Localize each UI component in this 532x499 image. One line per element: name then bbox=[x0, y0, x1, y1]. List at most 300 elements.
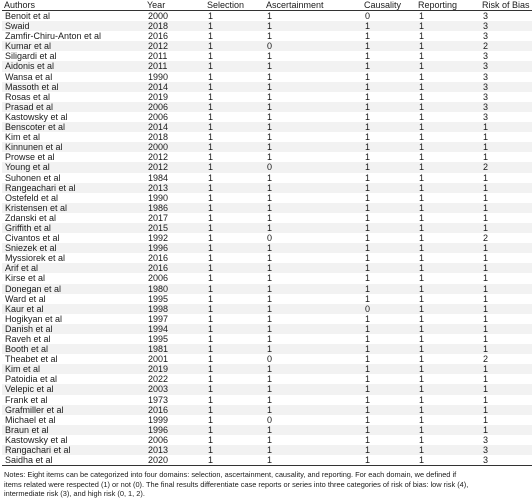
cell-selection: 1 bbox=[208, 21, 214, 32]
cell-selection: 1 bbox=[208, 132, 214, 143]
cell-reporting: 1 bbox=[419, 414, 425, 425]
cell-selection: 1 bbox=[208, 202, 214, 213]
header-reporting: Reporting bbox=[416, 0, 480, 11]
cell-year: 1973 bbox=[148, 394, 169, 405]
cell-year: 2016 bbox=[148, 253, 169, 264]
table-row bbox=[2, 112, 532, 122]
cell-reporting: 1 bbox=[419, 364, 425, 375]
cell-causality: 1 bbox=[365, 222, 371, 233]
table-row bbox=[2, 142, 532, 152]
cell-selection: 1 bbox=[208, 354, 214, 365]
cell-author: Velepic et al bbox=[5, 384, 54, 395]
cell-selection: 1 bbox=[208, 91, 214, 102]
table-body bbox=[2, 11, 532, 466]
cell-ascertainment: 1 bbox=[267, 364, 273, 375]
cell-year: 1981 bbox=[148, 344, 169, 355]
cell-selection: 1 bbox=[208, 71, 214, 82]
cell-causality: 1 bbox=[362, 455, 416, 466]
cell-year: 2014 bbox=[148, 122, 169, 133]
cell-author: Benscoter et al bbox=[5, 122, 66, 133]
cell-selection: 1 bbox=[208, 293, 214, 304]
table-row bbox=[2, 253, 532, 263]
cell-selection: 1 bbox=[208, 31, 214, 42]
cell-ascertainment: 1 bbox=[267, 111, 273, 122]
cell-year: 1990 bbox=[148, 192, 169, 203]
cell-risk-of-bias: 1 bbox=[483, 142, 489, 153]
cell-risk-of-bias: 3 bbox=[483, 91, 489, 102]
cell-ascertainment: 1 bbox=[267, 374, 273, 385]
cell-causality: 1 bbox=[365, 111, 371, 122]
cell-ascertainment: 1 bbox=[267, 81, 273, 92]
cell-causality: 1 bbox=[365, 192, 371, 203]
cell-year: 1995 bbox=[148, 334, 169, 344]
cell-ascertainment: 1 bbox=[267, 101, 273, 112]
cell-risk-of-bias: 1 bbox=[483, 202, 489, 213]
cell-author: Patoidia et al bbox=[5, 374, 58, 385]
table-row bbox=[2, 41, 532, 51]
cell-ascertainment: 1 bbox=[267, 142, 273, 153]
cell-year: 2015 bbox=[148, 222, 169, 233]
table-row bbox=[2, 21, 532, 31]
cell-reporting: 1 bbox=[419, 424, 425, 435]
cell-risk-of-bias: 2 bbox=[483, 162, 489, 173]
cell-author: Kristensen et al bbox=[5, 202, 68, 213]
cell-selection: 1 bbox=[208, 11, 214, 21]
cell-ascertainment: 1 bbox=[267, 303, 273, 314]
cell-causality: 1 bbox=[365, 51, 371, 62]
cell-ascertainment: 1 bbox=[267, 132, 273, 143]
cell-ascertainment: 1 bbox=[267, 61, 273, 72]
cell-ascertainment: 1 bbox=[267, 344, 273, 355]
cell-author: Myssiorek et al bbox=[5, 253, 66, 264]
cell-ascertainment: 1 bbox=[267, 31, 273, 42]
cell-risk-of-bias: 3 bbox=[483, 51, 489, 62]
cell-causality: 1 bbox=[365, 182, 371, 193]
cell-causality: 1 bbox=[365, 81, 371, 92]
cell-causality: 1 bbox=[365, 445, 371, 456]
table-row bbox=[2, 51, 532, 61]
cell-author: Hogikyan et al bbox=[5, 313, 63, 324]
cell-selection: 1 bbox=[208, 364, 214, 375]
cell-author: Zdanski et al bbox=[5, 212, 57, 223]
cell-selection: 1 bbox=[208, 374, 214, 385]
cell-reporting: 1 bbox=[419, 142, 425, 153]
cell-author: Siligardi et al bbox=[5, 51, 57, 62]
cell-year: 2020 bbox=[145, 455, 205, 466]
cell-year: 2017 bbox=[148, 212, 169, 223]
cell-year: 1996 bbox=[148, 424, 169, 435]
cell-ascertainment: 0 bbox=[267, 233, 273, 244]
cell-year: 2012 bbox=[148, 162, 169, 173]
cell-author: Ward et al bbox=[5, 293, 46, 304]
cell-reporting: 1 bbox=[419, 31, 425, 42]
cell-reporting: 1 bbox=[419, 263, 425, 274]
cell-year: 2011 bbox=[148, 61, 168, 72]
cell-ascertainment: 1 bbox=[267, 172, 273, 183]
cell-reporting: 1 bbox=[419, 344, 425, 355]
cell-reporting: 1 bbox=[419, 384, 425, 395]
cell-reporting: 1 bbox=[419, 313, 425, 324]
cell-risk-of-bias: 1 bbox=[483, 313, 489, 324]
table-row bbox=[2, 173, 532, 183]
cell-year: 1998 bbox=[148, 303, 169, 314]
cell-ascertainment: 1 bbox=[264, 455, 362, 466]
cell-author: Benoit et al bbox=[5, 11, 51, 21]
cell-selection: 1 bbox=[208, 61, 214, 72]
cell-ascertainment: 1 bbox=[267, 273, 273, 284]
cell-reporting: 1 bbox=[419, 11, 425, 21]
table-notes: Notes: Eight items can be categorized into four domains: selection, ascertainment, causality, and reporting. For each domain, we defined if items related were respected (1) or not (0). The final results differentiate case reports or series into three categories of risk of bias: low risk (4), intermediate risk (3), and high risk (0, 1, 2). bbox=[4, 470, 469, 499]
table-row bbox=[2, 334, 532, 344]
cell-author: Arif et al bbox=[5, 263, 39, 274]
cell-risk-of-bias: 1 bbox=[483, 253, 489, 264]
cell-risk-of-bias: 2 bbox=[483, 233, 489, 244]
table-row bbox=[2, 273, 532, 283]
cell-author: Braun et al bbox=[5, 424, 49, 435]
cell-ascertainment: 1 bbox=[267, 263, 273, 274]
table-row bbox=[2, 455, 532, 466]
cell-risk-of-bias: 1 bbox=[483, 323, 489, 334]
cell-causality: 1 bbox=[365, 71, 371, 82]
cell-year: 1980 bbox=[148, 283, 169, 294]
table-row bbox=[2, 102, 532, 112]
cell-ascertainment: 1 bbox=[267, 122, 273, 133]
cell-reporting: 1 bbox=[419, 303, 425, 314]
cell-year: 1990 bbox=[148, 71, 169, 82]
cell-ascertainment: 1 bbox=[267, 434, 273, 445]
cell-reporting: 1 bbox=[419, 111, 425, 122]
cell-ascertainment: 1 bbox=[267, 394, 273, 405]
table-row bbox=[2, 92, 532, 102]
cell-selection: 1 bbox=[208, 122, 214, 133]
cell-causality: 1 bbox=[365, 142, 371, 153]
cell-year: 2012 bbox=[148, 41, 169, 52]
cell-risk-of-bias: 1 bbox=[483, 222, 489, 233]
table-row bbox=[2, 213, 532, 223]
cell-risk-of-bias: 2 bbox=[483, 354, 489, 365]
cell-risk-of-bias: 1 bbox=[483, 334, 489, 344]
cell-reporting: 1 bbox=[419, 132, 425, 143]
table-row bbox=[2, 72, 532, 82]
cell-reporting: 1 bbox=[419, 323, 425, 334]
table-row bbox=[2, 61, 532, 71]
cell-reporting: 1 bbox=[419, 222, 425, 233]
cell-reporting: 1 bbox=[419, 182, 425, 193]
cell-ascertainment: 1 bbox=[267, 243, 273, 254]
cell-causality: 1 bbox=[365, 172, 371, 183]
cell-author: Kumar et al bbox=[5, 41, 52, 52]
cell-year: 2001 bbox=[148, 354, 169, 365]
cell-risk-of-bias: 1 bbox=[483, 263, 489, 274]
cell-risk-of-bias: 3 bbox=[483, 31, 489, 42]
cell-year: 1999 bbox=[148, 414, 169, 425]
cell-ascertainment: 1 bbox=[267, 293, 273, 304]
cell-risk-of-bias: 1 bbox=[483, 182, 489, 193]
cell-causality: 1 bbox=[365, 364, 371, 375]
table-row bbox=[2, 344, 532, 354]
cell-causality: 1 bbox=[365, 414, 371, 425]
cell-reporting: 1 bbox=[419, 91, 425, 102]
cell-year: 2018 bbox=[148, 21, 169, 32]
cell-causality: 1 bbox=[365, 424, 371, 435]
cell-ascertainment: 1 bbox=[267, 152, 273, 163]
table-row bbox=[2, 203, 532, 213]
cell-selection: 1 bbox=[208, 172, 214, 183]
cell-causality: 1 bbox=[365, 293, 371, 304]
cell-risk-of-bias: 1 bbox=[483, 212, 489, 223]
cell-reporting: 1 bbox=[419, 434, 425, 445]
cell-selection: 1 bbox=[208, 404, 214, 415]
cell-ascertainment: 1 bbox=[267, 445, 273, 456]
cell-ascertainment: 0 bbox=[267, 414, 273, 425]
cell-ascertainment: 1 bbox=[267, 212, 273, 223]
cell-causality: 1 bbox=[365, 404, 371, 415]
cell-selection: 1 bbox=[208, 253, 214, 264]
header-authors: Authors bbox=[2, 0, 145, 11]
table-row bbox=[2, 445, 532, 455]
cell-selection: 1 bbox=[208, 152, 214, 163]
cell-causality: 1 bbox=[365, 31, 371, 42]
table-row bbox=[2, 304, 532, 314]
cell-year: 2006 bbox=[148, 434, 169, 445]
cell-risk-of-bias: 1 bbox=[483, 132, 489, 143]
cell-risk-of-bias: 1 bbox=[483, 152, 489, 163]
cell-causality: 1 bbox=[365, 394, 371, 405]
cell-selection: 1 bbox=[208, 81, 214, 92]
cell-selection: 1 bbox=[208, 424, 214, 435]
cell-reporting: 1 bbox=[419, 71, 425, 82]
cell-causality: 1 bbox=[365, 354, 371, 365]
cell-reporting: 1 bbox=[419, 212, 425, 223]
cell-causality: 1 bbox=[365, 152, 371, 163]
cell-ascertainment: 0 bbox=[267, 162, 273, 173]
cell-year: 2019 bbox=[148, 91, 169, 102]
table-row bbox=[2, 223, 532, 233]
cell-author: Wansa et al bbox=[5, 71, 53, 82]
cell-risk-of-bias: 1 bbox=[483, 374, 489, 385]
cell-year: 2016 bbox=[148, 404, 169, 415]
cell-reporting: 1 bbox=[419, 162, 425, 173]
table-row bbox=[2, 183, 532, 193]
cell-author: Aidonis et al bbox=[5, 61, 55, 72]
cell-selection: 1 bbox=[208, 323, 214, 334]
table-row bbox=[2, 374, 532, 384]
cell-causality: 1 bbox=[365, 21, 371, 32]
cell-author: Kinnunen et al bbox=[5, 142, 63, 153]
risk-of-bias-table bbox=[2, 0, 532, 466]
cell-author: Danish et al bbox=[5, 323, 53, 334]
cell-risk-of-bias: 3 bbox=[480, 455, 532, 466]
cell-author: Kim et al bbox=[5, 364, 41, 375]
cell-author: Ostefeld et al bbox=[5, 192, 59, 203]
cell-ascertainment: 1 bbox=[267, 202, 273, 213]
cell-reporting: 1 bbox=[419, 172, 425, 183]
cell-risk-of-bias: 1 bbox=[483, 293, 489, 304]
cell-author: Zamfir-Chiru-Anton et al bbox=[5, 31, 102, 42]
cell-selection: 1 bbox=[208, 263, 214, 274]
cell-author: Kirse et al bbox=[5, 273, 46, 284]
cell-year: 2000 bbox=[148, 142, 169, 153]
cell-risk-of-bias: 1 bbox=[483, 404, 489, 415]
cell-selection: 1 bbox=[208, 142, 214, 153]
cell-causality: 1 bbox=[365, 273, 371, 284]
table-row bbox=[2, 122, 532, 132]
cell-selection: 1 bbox=[208, 51, 214, 62]
cell-author: Kastowsky et al bbox=[5, 111, 68, 122]
cell-risk-of-bias: 3 bbox=[483, 11, 489, 21]
cell-causality: 1 bbox=[365, 122, 371, 133]
table-row bbox=[2, 294, 532, 304]
cell-causality: 1 bbox=[365, 344, 371, 355]
header-selection: Selection bbox=[205, 0, 264, 11]
cell-year: 1986 bbox=[148, 202, 169, 213]
table-row bbox=[2, 284, 532, 294]
cell-causality: 1 bbox=[365, 202, 371, 213]
cell-ascertainment: 1 bbox=[267, 21, 273, 32]
table-row bbox=[2, 435, 532, 445]
cell-reporting: 1 bbox=[419, 394, 425, 405]
cell-selection: 1 bbox=[208, 192, 214, 203]
cell-selection: 1 bbox=[208, 222, 214, 233]
table-row bbox=[2, 31, 532, 41]
cell-author: Booth et al bbox=[5, 344, 49, 355]
table-row bbox=[2, 233, 532, 243]
cell-ascertainment: 1 bbox=[267, 283, 273, 294]
cell-causality: 1 bbox=[365, 91, 371, 102]
cell-causality: 1 bbox=[365, 434, 371, 445]
cell-causality: 1 bbox=[365, 243, 371, 254]
cell-selection: 1 bbox=[208, 303, 214, 314]
cell-ascertainment: 0 bbox=[267, 354, 273, 365]
cell-author: Raveh et al bbox=[5, 334, 51, 344]
table-row bbox=[2, 354, 532, 364]
cell-reporting: 1 bbox=[419, 202, 425, 213]
cell-causality: 1 bbox=[365, 233, 371, 244]
header-ascertainment: Ascertainment bbox=[264, 0, 362, 11]
table-row bbox=[2, 384, 532, 394]
cell-author: Prowse et al bbox=[5, 152, 55, 163]
cell-ascertainment: 1 bbox=[267, 71, 273, 82]
cell-author: Civantos et al bbox=[5, 233, 60, 244]
cell-causality: 1 bbox=[365, 41, 371, 52]
cell-author: Kim et al bbox=[5, 132, 41, 143]
cell-risk-of-bias: 1 bbox=[483, 273, 489, 284]
table-row bbox=[2, 162, 532, 172]
table-header bbox=[2, 0, 532, 11]
cell-selection: 1 bbox=[208, 414, 214, 425]
cell-ascertainment: 0 bbox=[267, 41, 273, 52]
cell-selection: 1 bbox=[208, 162, 214, 173]
cell-year: 2012 bbox=[148, 152, 169, 163]
table-row bbox=[2, 152, 532, 162]
cell-reporting: 1 bbox=[419, 41, 425, 52]
cell-author: Donegan et al bbox=[5, 283, 62, 294]
cell-reporting: 1 bbox=[419, 101, 425, 112]
table-row bbox=[2, 395, 532, 405]
cell-year: 2000 bbox=[148, 11, 169, 21]
cell-year: 2013 bbox=[148, 182, 169, 193]
cell-year: 1995 bbox=[148, 293, 169, 304]
cell-risk-of-bias: 3 bbox=[483, 21, 489, 32]
cell-risk-of-bias: 1 bbox=[483, 303, 489, 314]
cell-risk-of-bias: 1 bbox=[483, 192, 489, 203]
cell-year: 2014 bbox=[148, 81, 169, 92]
cell-selection: 1 bbox=[208, 101, 214, 112]
cell-year: 2003 bbox=[148, 384, 169, 395]
cell-reporting: 1 bbox=[419, 273, 425, 284]
cell-ascertainment: 1 bbox=[267, 51, 273, 62]
cell-reporting: 1 bbox=[416, 455, 480, 466]
cell-year: 1994 bbox=[148, 323, 169, 334]
table-row bbox=[2, 405, 532, 415]
cell-selection: 1 bbox=[208, 111, 214, 122]
header-year: Year bbox=[145, 0, 205, 11]
cell-year: 2006 bbox=[148, 101, 169, 112]
cell-risk-of-bias: 1 bbox=[483, 122, 489, 133]
cell-ascertainment: 1 bbox=[267, 192, 273, 203]
cell-reporting: 1 bbox=[419, 283, 425, 294]
cell-causality: 1 bbox=[365, 212, 371, 223]
cell-risk-of-bias: 1 bbox=[483, 243, 489, 254]
cell-selection: 1 bbox=[208, 283, 214, 294]
cell-selection: 1 bbox=[208, 273, 214, 284]
cell-selection: 1 bbox=[208, 434, 214, 445]
cell-year: 2011 bbox=[148, 51, 168, 62]
cell-selection: 1 bbox=[208, 182, 214, 193]
cell-year: 2016 bbox=[148, 31, 169, 42]
cell-ascertainment: 1 bbox=[267, 253, 273, 264]
cell-selection: 1 bbox=[208, 384, 214, 395]
cell-author: Kastowsky et al bbox=[5, 434, 68, 445]
cell-year: 2022 bbox=[148, 374, 169, 385]
cell-year: 2006 bbox=[148, 111, 169, 122]
cell-author: Prasad et al bbox=[5, 101, 54, 112]
table-row bbox=[2, 193, 532, 203]
table-row bbox=[2, 415, 532, 425]
cell-risk-of-bias: 3 bbox=[483, 81, 489, 92]
cell-reporting: 1 bbox=[419, 354, 425, 365]
header-row bbox=[2, 0, 532, 11]
cell-ascertainment: 1 bbox=[267, 404, 273, 415]
cell-risk-of-bias: 3 bbox=[483, 434, 489, 445]
table-row bbox=[2, 243, 532, 253]
cell-causality: 1 bbox=[365, 384, 371, 395]
cell-author: Massoth et al bbox=[5, 81, 59, 92]
cell-causality: 1 bbox=[365, 334, 371, 344]
cell-causality: 1 bbox=[365, 101, 371, 112]
cell-year: 2006 bbox=[148, 273, 169, 284]
cell-causality: 1 bbox=[365, 374, 371, 385]
cell-author: Rangeachari et al bbox=[5, 182, 76, 193]
cell-reporting: 1 bbox=[419, 445, 425, 456]
cell-reporting: 1 bbox=[419, 61, 425, 72]
cell-reporting: 1 bbox=[419, 192, 425, 203]
cell-risk-of-bias: 1 bbox=[483, 364, 489, 375]
cell-reporting: 1 bbox=[419, 152, 425, 163]
cell-reporting: 1 bbox=[419, 51, 425, 62]
cell-author: Grafmiller et al bbox=[5, 404, 64, 415]
cell-author: Swaid bbox=[5, 21, 30, 32]
cell-risk-of-bias: 1 bbox=[483, 394, 489, 405]
cell-risk-of-bias: 2 bbox=[483, 41, 489, 52]
cell-selection: 1 bbox=[208, 344, 214, 355]
cell-risk-of-bias: 1 bbox=[483, 344, 489, 355]
cell-causality: 1 bbox=[365, 132, 371, 143]
cell-selection: 1 bbox=[208, 212, 214, 223]
cell-risk-of-bias: 1 bbox=[483, 384, 489, 395]
cell-year: 2013 bbox=[148, 445, 169, 456]
cell-risk-of-bias: 1 bbox=[483, 424, 489, 435]
